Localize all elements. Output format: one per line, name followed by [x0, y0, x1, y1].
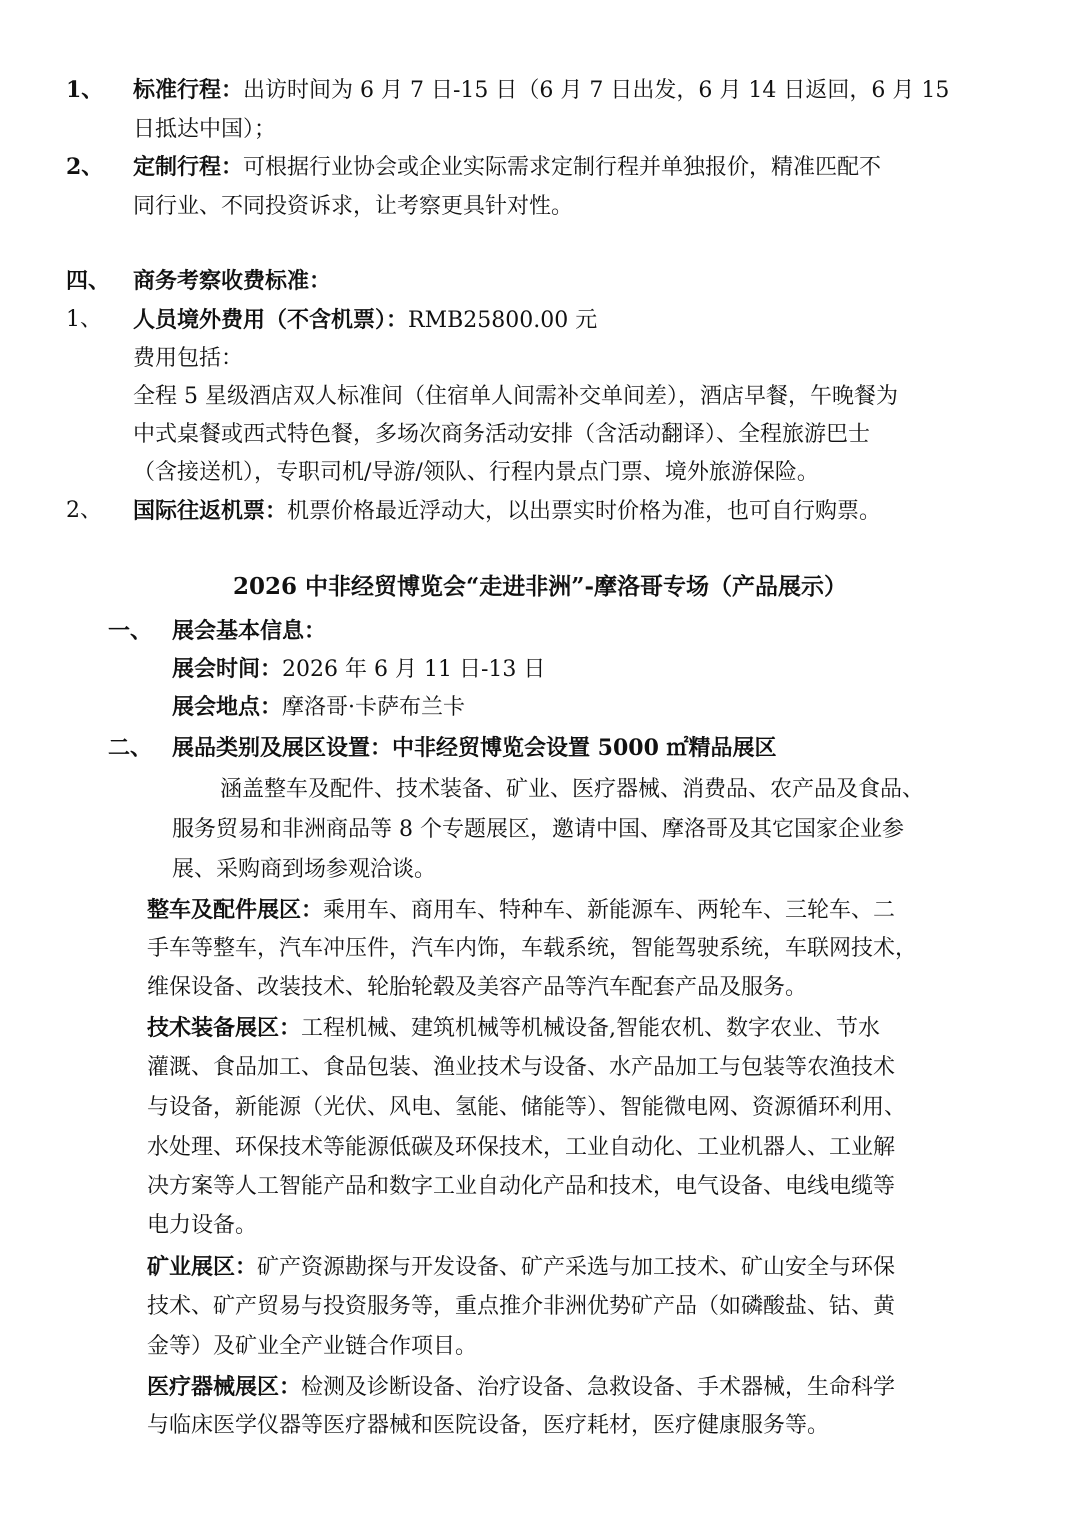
- expo-place: [172, 692, 465, 723]
- zone-tech-text-line: 决方案等人工智能产品和数字工业自动化产品和技术，电气设备、电线电缆等: [147, 1174, 896, 1199]
- itinerary-item2-label: 定制行程：: [133, 154, 244, 180]
- fees-item1-number: 1、: [66, 307, 102, 332]
- zone-tech-text: 工程机械、建筑机械等机械设备,智能农机、数字农业、节水: [301, 1016, 881, 1041]
- expo-sec2-heading: 展品类别及展区设置：中非经贸博览会设置 5000 ㎡精品展区: [172, 735, 777, 761]
- fees-heading: 商务考察收费标准：: [133, 268, 332, 294]
- zone-mining-label: 矿业展区：: [147, 1254, 258, 1280]
- zone-tech-text-line: 与设备，新能源（光伏、风电、氢能、储能等）、智能微电网、资源循环利用、: [147, 1095, 907, 1120]
- expo-sec2-intro-line: 服务贸易和非洲商品等 8 个专题展区，邀请中国、摩洛哥及其它国家企业参: [172, 817, 904, 842]
- fees-heading-number: 四、: [66, 268, 111, 294]
- itinerary-item1-label: 标准行程：: [133, 77, 244, 103]
- zone-tech-text-line: 灌溉、食品加工、食品包装、渔业技术与设备、水产品加工与包装等农渔技术: [147, 1055, 896, 1080]
- zone-tech-label: 技术装备展区：: [147, 1015, 302, 1041]
- fees-item1-label: 人员境外费用（不含机票）：: [133, 307, 409, 333]
- zone-vehicle-text-line: 维保设备、改装技术、轮胎轮毂及美容产品等汽车配套产品及服务。: [147, 975, 808, 1000]
- fees-includes-line: （含接送机），专职司机/导游/领队、行程内景点门票、境外旅游保险。: [133, 460, 819, 485]
- expo-place-label: 展会地点：: [172, 694, 283, 720]
- fees-item1: [133, 305, 597, 336]
- itinerary-item2: [133, 152, 881, 183]
- zone-tech-text-line: 水处理、环保技术等能源低碳及环保技术，工业自动化、工业机器人、工业解: [147, 1135, 896, 1160]
- zone-medical-label: 医疗器械展区：: [147, 1374, 302, 1400]
- zone-vehicle-text: 乘用车、商用车、特种车、新能源车、两轮车、三轮车、二: [323, 898, 896, 923]
- fees-includes-label: 费用包括：: [133, 346, 244, 371]
- fees-includes-line: 中式桌餐或西式特色餐，多场次商务活动安排（含活动翻译）、全程旅游巴士: [133, 422, 871, 447]
- expo-sec2-number: 二、: [108, 735, 153, 761]
- zone-tech: [147, 1013, 880, 1044]
- expo-place-value: 摩洛哥·卡萨布兰卡: [282, 695, 466, 720]
- zone-mining-text: 矿产资源勘探与开发设备、矿产采选与加工技术、矿山安全与环保: [257, 1255, 896, 1280]
- zone-medical-text: 检测及诊断设备、治疗设备、急救设备、手术器械，生命科学: [301, 1375, 896, 1400]
- itinerary-item2-text-cont: 同行业、不同投资诉求，让考察更具针对性。: [133, 194, 574, 219]
- zone-mining-text-line: 金等）及矿业全产业链合作项目。: [147, 1334, 478, 1359]
- zone-medical: [147, 1372, 895, 1403]
- expo-sec1-heading: 展会基本信息：: [172, 618, 327, 644]
- expo-title: 2026 中非经贸博览会“走进非洲”-摩洛哥专场（产品展示）: [232, 573, 848, 600]
- zone-medical-text-line: 与临床医学仪器等医疗器械和医院设备，医疗耗材，医疗健康服务等。: [147, 1413, 830, 1438]
- itinerary-item2-number: 2、: [66, 154, 104, 180]
- zone-mining: [147, 1252, 895, 1283]
- fees-item2-label: 国际往返机票：: [133, 498, 288, 524]
- expo-time-label: 展会时间：: [172, 656, 283, 682]
- zone-mining-text-line: 技术、矿产贸易与投资服务等，重点推介非洲优势矿产品（如磷酸盐、钴、黄: [147, 1294, 896, 1319]
- expo-time-value: 2026 年 6 月 11 日-13 日: [282, 657, 546, 682]
- expo-time: [172, 654, 545, 685]
- itinerary-item1-text: 出访时间为 6 月 7 日-15 日（6 月 7 日出发，6 月 14 日返回，6 月 15: [243, 78, 950, 103]
- zone-vehicle-label: 整车及配件展区：: [147, 897, 324, 923]
- itinerary-item1: [133, 75, 949, 106]
- fees-includes-line: 全程 5 星级酒店双人标准间（住宿单人间需补交单间差），酒店早餐，午晚餐为: [133, 384, 898, 409]
- fees-item2-number: 2、: [66, 498, 102, 523]
- fees-item1-value: RMB25800.00 元: [408, 308, 598, 333]
- fees-item2-value: 机票价格最近浮动大，以出票实时价格为准，也可自行购票。: [287, 499, 882, 524]
- expo-sec2-intro-line: 涵盖整车及配件、技术装备、矿业、医疗器械、消费品、农产品及食品、: [220, 777, 925, 802]
- itinerary-item1-text-cont: 日抵达中国）；: [133, 117, 277, 142]
- fees-item2: [133, 496, 881, 527]
- expo-sec1-number: 一、: [108, 618, 153, 644]
- itinerary-item1-number: 1、: [66, 77, 104, 103]
- zone-vehicle-text-line: 手车等整车，汽车冲压件，汽车内饰，车载系统，智能驾驶系统，车联网技术，: [147, 936, 918, 961]
- expo-sec2-intro-line: 展、采购商到场参观洽谈。: [172, 857, 437, 882]
- zone-vehicle: [147, 895, 895, 926]
- zone-tech-text-line: 电力设备。: [147, 1213, 258, 1238]
- itinerary-item2-text: 可根据行业协会或企业实际需求定制行程并单独报价，精准匹配不: [243, 155, 882, 180]
